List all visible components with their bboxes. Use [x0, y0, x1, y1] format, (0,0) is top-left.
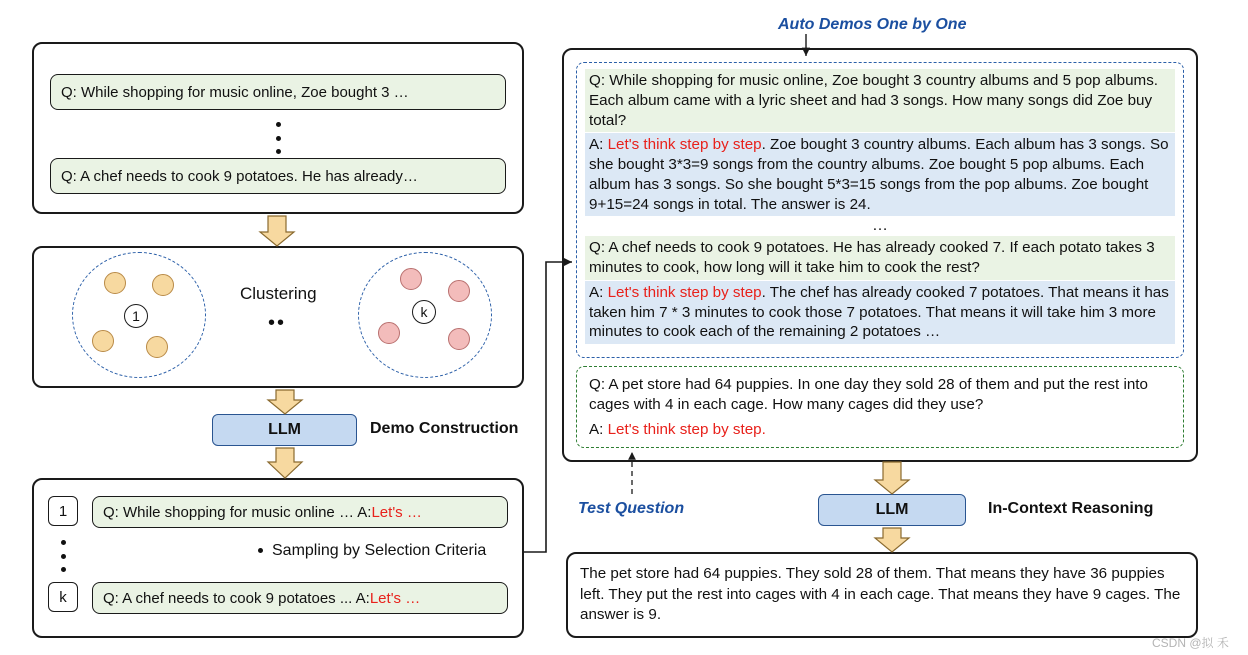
llm-box-in-context-reasoning[interactable]: LLM [818, 494, 966, 526]
cluster-node [146, 336, 168, 358]
watermark: CSDN @拟 禾 [1152, 636, 1229, 650]
arrow-clustering-to-llm [268, 390, 302, 414]
cluster-node [152, 274, 174, 296]
cluster-node [448, 280, 470, 302]
pool-question-first: Q: While shopping for music online, Zoe bought 3 … [50, 74, 506, 110]
demo-row-k-text: Q: A chef needs to cook 9 potatoes ... A: [103, 589, 370, 607]
demo2-question: Q: A chef needs to cook 9 potatoes. He has already cooked 7. If each potato takes 3 minutes to cook, how long will it take him to cook the rest? [585, 236, 1175, 280]
demo-construction-label: Demo Construction [370, 420, 519, 437]
arrow-llm-to-demos [268, 448, 302, 478]
vertical-ellipsis-pool [275, 122, 281, 154]
test-answer-trigger: Let's think step by step. [607, 420, 766, 438]
demo1-question: Q: While shopping for music online, Zoe bought 3 country albums and 5 pop albums. Each album came with a lyric sheet and had 3 songs. How many songs did Zoe buy total? [585, 69, 1175, 132]
demo1-answer-rest: . Zoe bought 3 country albums. Each album has 3 songs. So she bought 3*3=9 songs from the country albums. Zoe bought 5 pop albums. Each album has 3 songs. So she bought 5*3=15 songs from the pop albums. Zoe bought 9+15=24 songs in total. The answer is 24. [589, 136, 1169, 213]
sampling-criteria-label: Sampling by Selection Criteria [272, 542, 487, 559]
test-answer-prefix: A: [589, 420, 608, 438]
test-question-text: Q: A pet store had 64 puppies. In one day they sold 28 of them and put the rest into cages with 4 in each cage. How many cages did they use? [589, 376, 1148, 413]
final-answer-box: The pet store had 64 puppies. They sold 28 of them. That means they have 36 puppies left. They put the rest into cages with 4 in each cage. That means they have 9 cages. The answer is 9. [566, 552, 1198, 638]
demo-index-k: k [48, 582, 78, 612]
demo1-answer-trigger: Let's think step by step [607, 136, 762, 154]
demo1-answer [585, 133, 1175, 216]
dot [61, 540, 66, 545]
demo-row-k [92, 582, 508, 614]
test-question-label: Test Question [578, 500, 685, 517]
auto-demos-title: Auto Demos One by One [778, 16, 967, 33]
cluster-node [400, 268, 422, 290]
pool-question-last: Q: A chef needs to cook 9 potatoes. He has already… [50, 158, 506, 194]
demo-row-k-red: Let's … [369, 589, 421, 607]
demo-index-1: 1 [48, 496, 78, 526]
test-answer-line [585, 418, 1175, 442]
arrow-llm-to-answer [875, 528, 909, 552]
dot [276, 149, 281, 154]
arrow-testpanel-to-llm [875, 462, 909, 494]
demos-separator: … [872, 217, 888, 235]
demo2-answer-trigger: Let's think step by step [607, 283, 762, 301]
demo-row-1-red: Let's … [371, 503, 422, 521]
cluster-node [448, 328, 470, 350]
cluster-label-k: k [412, 300, 436, 324]
demo2-answer-rest: . The chef has already cooked 7 potatoes. That means it has taken him 7 * 3 minutes to cook those 7 potatoes. That means it will take him 3 more minutes to cook each of the remaining 2 potatoes … [589, 283, 1169, 341]
clustering-label: Clustering [240, 284, 317, 303]
vertical-ellipsis-demos [60, 540, 66, 572]
auto-demos-panel [576, 62, 1184, 358]
dot [276, 122, 281, 127]
demo1-answer-prefix: A: [589, 136, 608, 154]
cluster-node [92, 330, 114, 352]
demo-row-1-text: Q: While shopping for music online … A: [103, 503, 372, 521]
in-context-reasoning-label: In-Context Reasoning [988, 500, 1154, 517]
demo2-answer-prefix: A: [589, 283, 608, 301]
sampling-bullet [258, 548, 263, 553]
demo2-answer [585, 281, 1175, 344]
arrow-pool-to-clustering [260, 216, 294, 246]
demo-row-1 [92, 496, 508, 528]
clustering-ellipsis: •• [268, 312, 287, 334]
cluster-node [378, 322, 400, 344]
dot [61, 567, 66, 572]
dot [61, 554, 66, 559]
cluster-node [104, 272, 126, 294]
dot [276, 136, 281, 141]
test-question-panel [576, 366, 1184, 448]
llm-box-demo-construction[interactable]: LLM [212, 414, 357, 446]
cluster-label-1: 1 [124, 304, 148, 328]
